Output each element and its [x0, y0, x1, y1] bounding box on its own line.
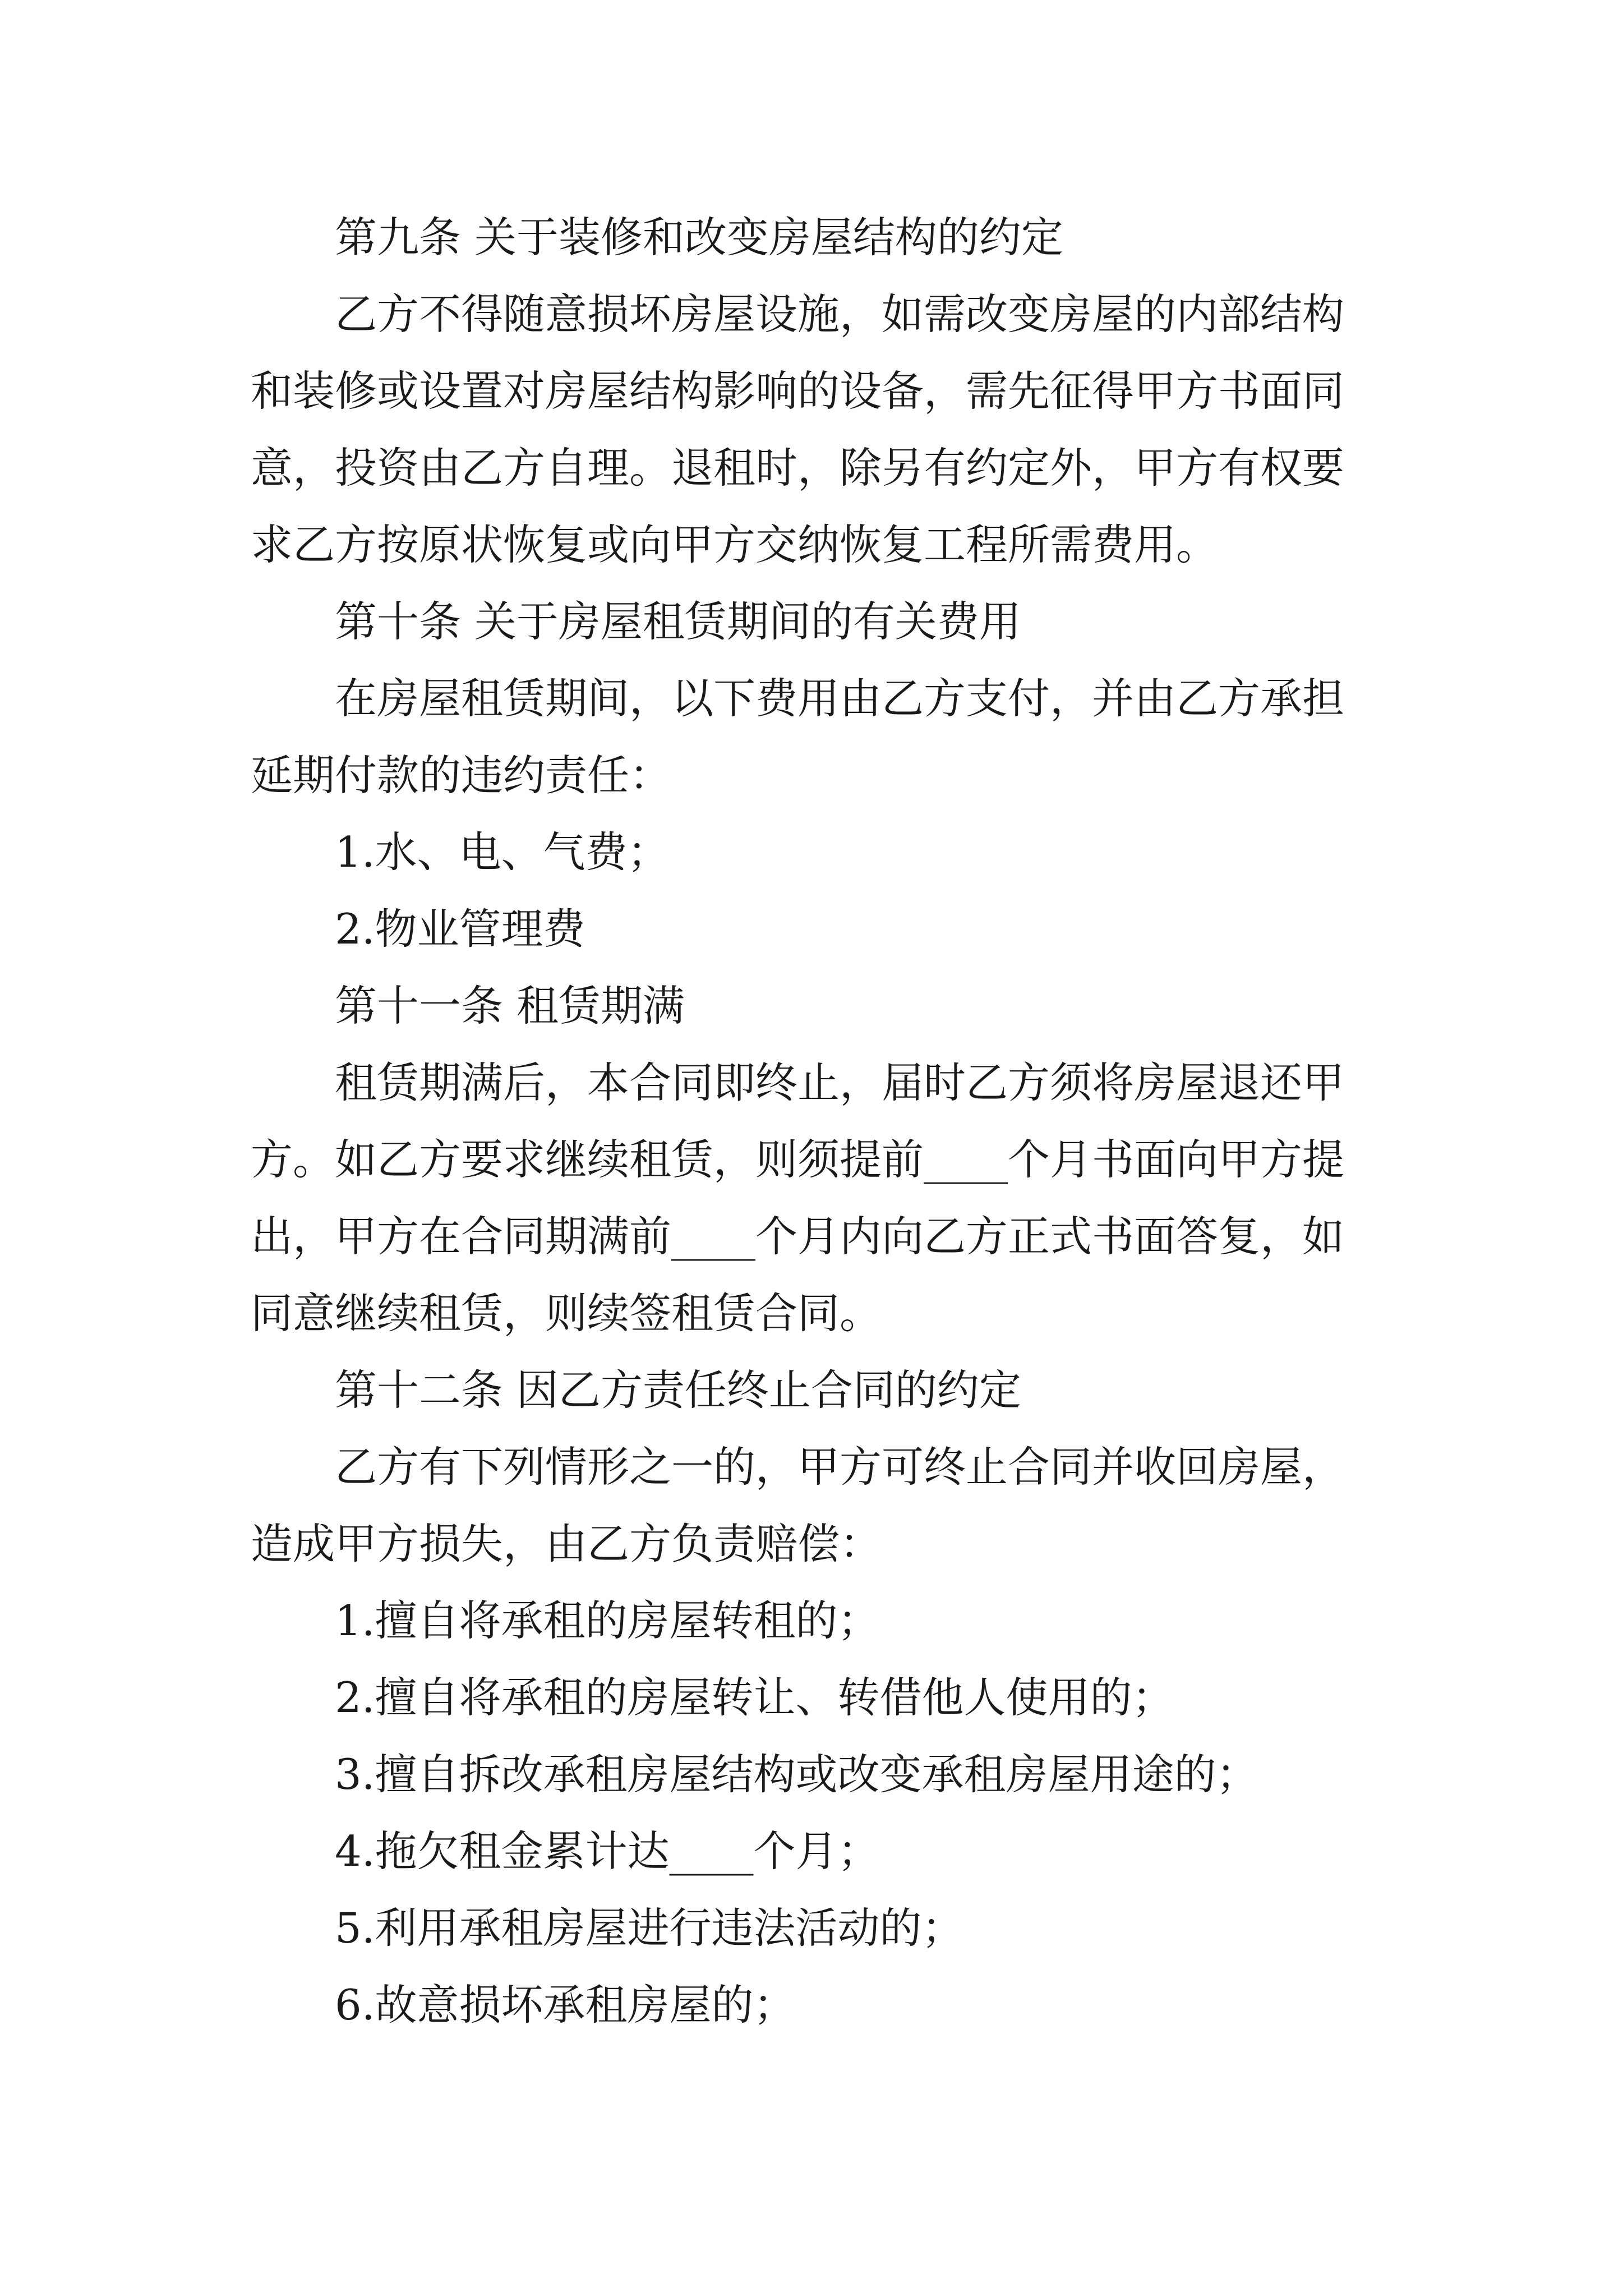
- list-item: 1.水、电、气费；: [335, 827, 670, 877]
- paragraph-line: 造成甲方损失，由乙方负责赔偿：: [251, 1519, 882, 1568]
- list-item: 2.物业管理费: [335, 904, 585, 954]
- article-10-heading: 第十条 关于房屋租赁期间的有关费用: [335, 597, 1021, 646]
- list-item: 2.擅自将承租的房屋转让、转借他人使用的；: [335, 1673, 1174, 1722]
- paragraph-line: 在房屋租赁期间，以下费用由乙方支付，并由乙方承担: [335, 674, 1345, 723]
- paragraph-line: 延期付款的违约责任：: [251, 751, 672, 800]
- paragraph-line: 乙方不得随意损坏房屋设施，如需改变房屋的内部结构: [335, 289, 1345, 339]
- article-9-heading: 第九条 关于装修和改变房屋结构的约定: [335, 213, 1063, 262]
- list-item: 1.擅自将承租的房屋转租的；: [335, 1596, 880, 1645]
- article-12-heading: 第十二条 因乙方责任终止合同的约定: [335, 1365, 1021, 1415]
- paragraph-line: 乙方有下列情形之一的，甲方可终止合同并收回房屋，: [335, 1442, 1345, 1492]
- list-item: 6.故意损坏承租房屋的；: [335, 1980, 796, 2030]
- paragraph-line: 租赁期满后，本合同即终止，届时乙方须将房屋退还甲: [335, 1058, 1345, 1107]
- document-body: [251, 199, 1395, 2044]
- paragraph-line: 和装修或设置对房屋结构影响的设备，需先征得甲方书面同: [251, 366, 1345, 416]
- paragraph-line: 求乙方按原状恢复或向甲方交纳恢复工程所需费用。: [251, 520, 1219, 569]
- paragraph-line: 同意继续租赁，则续签租赁合同。: [251, 1289, 882, 1338]
- paragraph-line: 出，甲方在合同期满前____个月内向乙方正式书面答复，如: [251, 1212, 1345, 1261]
- list-item: 3.擅自拆改承租房屋结构或改变承租房屋用途的；: [335, 1750, 1258, 1799]
- paragraph-line: 方。如乙方要求继续租赁，则须提前____个月书面向甲方提: [251, 1135, 1345, 1184]
- list-item: 5.利用承租房屋进行违法活动的；: [335, 1903, 964, 1953]
- paragraph-line: 意，投资由乙方自理。退租时，除另有约定外，甲方有权要: [251, 443, 1345, 493]
- list-item: 4.拖欠租金累计达____个月；: [335, 1826, 880, 1876]
- article-11-heading: 第十一条 租赁期满: [335, 981, 685, 1030]
